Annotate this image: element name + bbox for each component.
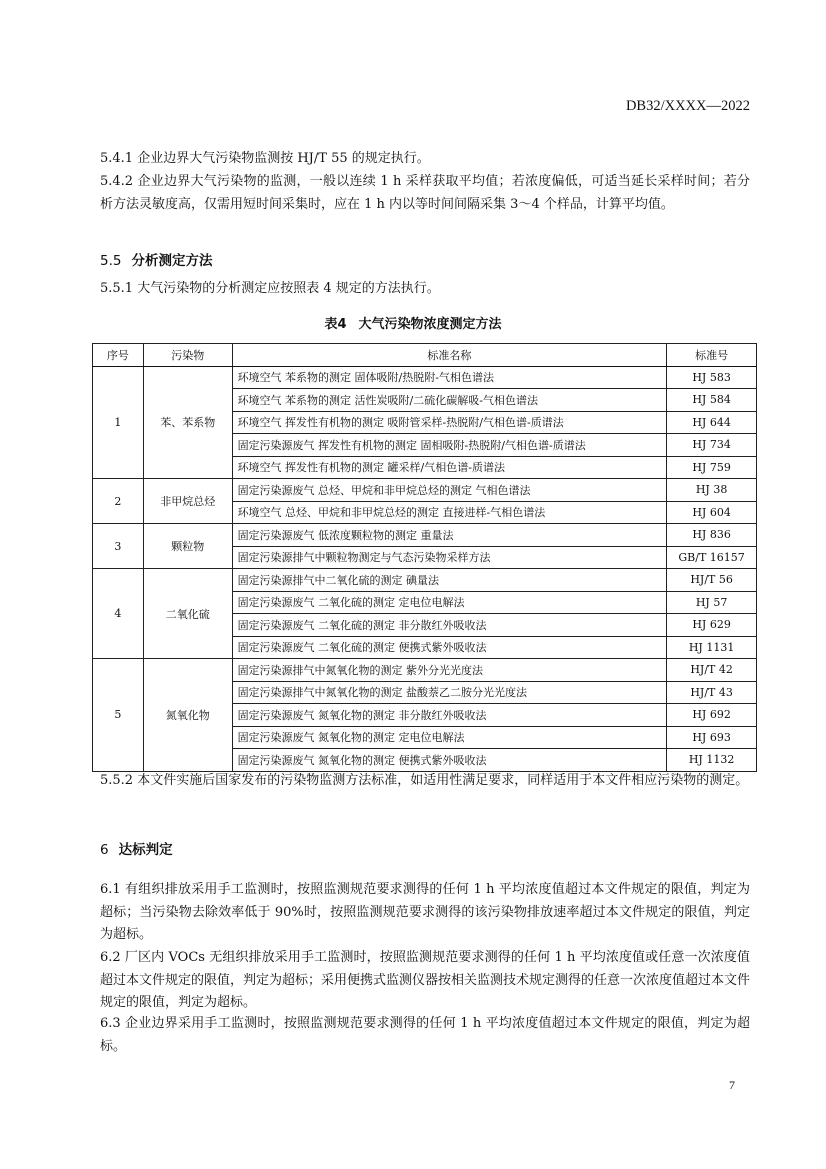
group-pollutant: 非甲烷总烃	[143, 479, 232, 524]
standard-name: 固定污染源排气中二氧化硫的测定 碘量法	[232, 569, 667, 592]
standard-code: HJ/T 43	[667, 681, 757, 704]
group-no: 5	[93, 659, 144, 772]
table-caption	[0, 313, 826, 332]
group-pollutant: 氮氧化物	[143, 659, 232, 772]
standard-code: HJ/T 42	[667, 659, 757, 682]
standard-name: 固定污染源排气中氮氧化物的测定 盐酸萘乙二胺分光光度法	[232, 681, 667, 704]
standard-name: 固定污染源排气中颗粒物测定与气态污染物采样方法	[232, 546, 667, 569]
standard-code: GB/T 16157	[667, 546, 757, 569]
standard-code: HJ 693	[667, 726, 757, 749]
standard-code: HJ 584	[667, 389, 757, 412]
table-caption-title: 大气污染物浓度测定方法	[358, 317, 502, 332]
group-no: 2	[93, 479, 144, 524]
group-pollutant: 苯、苯系物	[143, 366, 232, 479]
group-pollutant: 颗粒物	[143, 524, 232, 569]
standard-name: 环境空气 苯系物的测定 固体吸附/热脱附-气相色谱法	[232, 366, 667, 389]
standard-name: 固定污染源废气 氮氧化物的测定 非分散红外吸收法	[232, 704, 667, 727]
standard-code: HJ 759	[667, 456, 757, 479]
standard-name: 环境空气 总烃、甲烷和非甲烷总烃的测定 直接进样-气相色谱法	[232, 501, 667, 524]
page-number: 7	[729, 1078, 735, 1092]
group-no: 1	[93, 366, 144, 479]
standard-code: HJ 644	[667, 411, 757, 434]
methods-table	[92, 343, 757, 772]
standard-name: 固定污染源排气中氮氧化物的测定 紫外分光光度法	[232, 659, 667, 682]
clause-5-5-1: 5.5.1 大气污染物的分析测定应按照表 4 规定的方法执行。	[100, 281, 440, 296]
table-row	[93, 366, 757, 389]
standard-code: HJ/T 56	[667, 569, 757, 592]
standard-name: 固定污染源废气 总烃、甲烷和非甲烷总烃的测定 气相色谱法	[232, 479, 667, 502]
standard-code: HJ 38	[667, 479, 757, 502]
table-row	[93, 479, 757, 502]
standard-code: HJ 1132	[667, 749, 757, 772]
standard-code: HJ 57	[667, 591, 757, 614]
section-number: 6	[100, 842, 109, 858]
table-row	[93, 524, 757, 547]
header-no: 序号	[93, 344, 144, 367]
standard-name: 固定污染源废气 低浓度颗粒物的测定 重量法	[232, 524, 667, 547]
header-standard-code: 标准号	[667, 344, 757, 367]
standard-code: HJ 629	[667, 614, 757, 637]
standard-name: 固定污染源废气 氮氧化物的测定 定电位电解法	[232, 726, 667, 749]
standard-code: HJ 836	[667, 524, 757, 547]
clause-6-3: 6.3 企业边界采用手工监测时，按照监测规范要求测得的任何 1 h 平均浓度值超过本文件规定的限值，判定为超标。	[100, 1016, 750, 1054]
standard-code: HJ 692	[667, 704, 757, 727]
clause-6-2: 6.2 厂区内 VOCs 无组织排放采用手工监测时，按照监测规范要求测得的任何 1 h 平均浓度值或任意一次浓度值超过本文件规定的限值，判定为超标；采用便携式监测仪器按相关监测技术规定测得的任意一次浓度值超过本文件规定的限值，判定为超标。	[100, 950, 751, 1010]
group-no: 3	[93, 524, 144, 569]
standard-code: HJ 604	[667, 501, 757, 524]
header-standard-name: 标准名称	[232, 344, 667, 367]
standard-name: 固定污染源废气 二氧化硫的测定 定电位电解法	[232, 591, 667, 614]
standard-name: 环境空气 挥发性有机物的测定 吸附管采样-热脱附/气相色谱-质谱法	[232, 411, 667, 434]
standard-name: 固定污染源废气 二氧化硫的测定 非分散红外吸收法	[232, 614, 667, 637]
header-pollutant: 污染物	[143, 344, 232, 367]
section-number: 5.5	[100, 253, 122, 269]
section-title: 达标判定	[118, 842, 173, 858]
standard-name: 固定污染源废气 挥发性有机物的测定 固相吸附-热脱附/气相色谱-质谱法	[232, 434, 667, 457]
document-code: DB32/XXXX—2022	[625, 98, 750, 114]
standard-code: HJ 734	[667, 434, 757, 457]
table-row	[93, 569, 757, 592]
clause-6-1: 6.1 有组织排放采用手工监测时，按照监测规范要求测得的任何 1 h 平均浓度值超过本文件规定的限值，判定为超标；当污染物去除效率低于 90%时，按照监测规范要求测得的该污染物排放速率超过本文件规定的限值，判定为超标。	[100, 882, 750, 942]
standard-name: 固定污染源废气 氮氧化物的测定 便携式紫外吸收法	[232, 749, 667, 772]
group-pollutant: 二氧化硫	[143, 569, 232, 659]
section-title: 分析测定方法	[131, 253, 213, 269]
standard-name: 环境空气 苯系物的测定 活性炭吸附/二硫化碳解吸-气相色谱法	[232, 389, 667, 412]
section-5-5-heading	[100, 249, 212, 269]
clause-5-5-2: 5.5.2 本文件实施后国家发布的污染物监测方法标准，如适用性满足要求，同样适用于本文件相应污染物的测定。	[100, 773, 749, 788]
group-no: 4	[93, 569, 144, 659]
table-caption-number: 表4	[324, 317, 347, 332]
table-header-row	[93, 344, 757, 367]
section-6-heading	[100, 838, 173, 858]
table-row	[93, 659, 757, 682]
standard-code: HJ 1131	[667, 636, 757, 659]
standard-code: HJ 583	[667, 366, 757, 389]
standard-name: 环境空气 挥发性有机物的测定 罐采样/气相色谱-质谱法	[232, 456, 667, 479]
clause-5-4-2: 5.4.2 企业边界大气污染物的监测，一般以连续 1 h 采样获取平均值；若浓度偏低，可适当延长采样时间；若分析方法灵敏度高，仅需用短时间采集时，应在 1 h 内以等时间间隔采集 3～4 个样品，计算平均值。	[100, 174, 750, 212]
clause-5-4-1: 5.4.1 企业边界大气污染物监测按 HJ/T 55 的规定执行。	[100, 151, 430, 166]
standard-name: 固定污染源废气 二氧化硫的测定 便携式紫外吸收法	[232, 636, 667, 659]
